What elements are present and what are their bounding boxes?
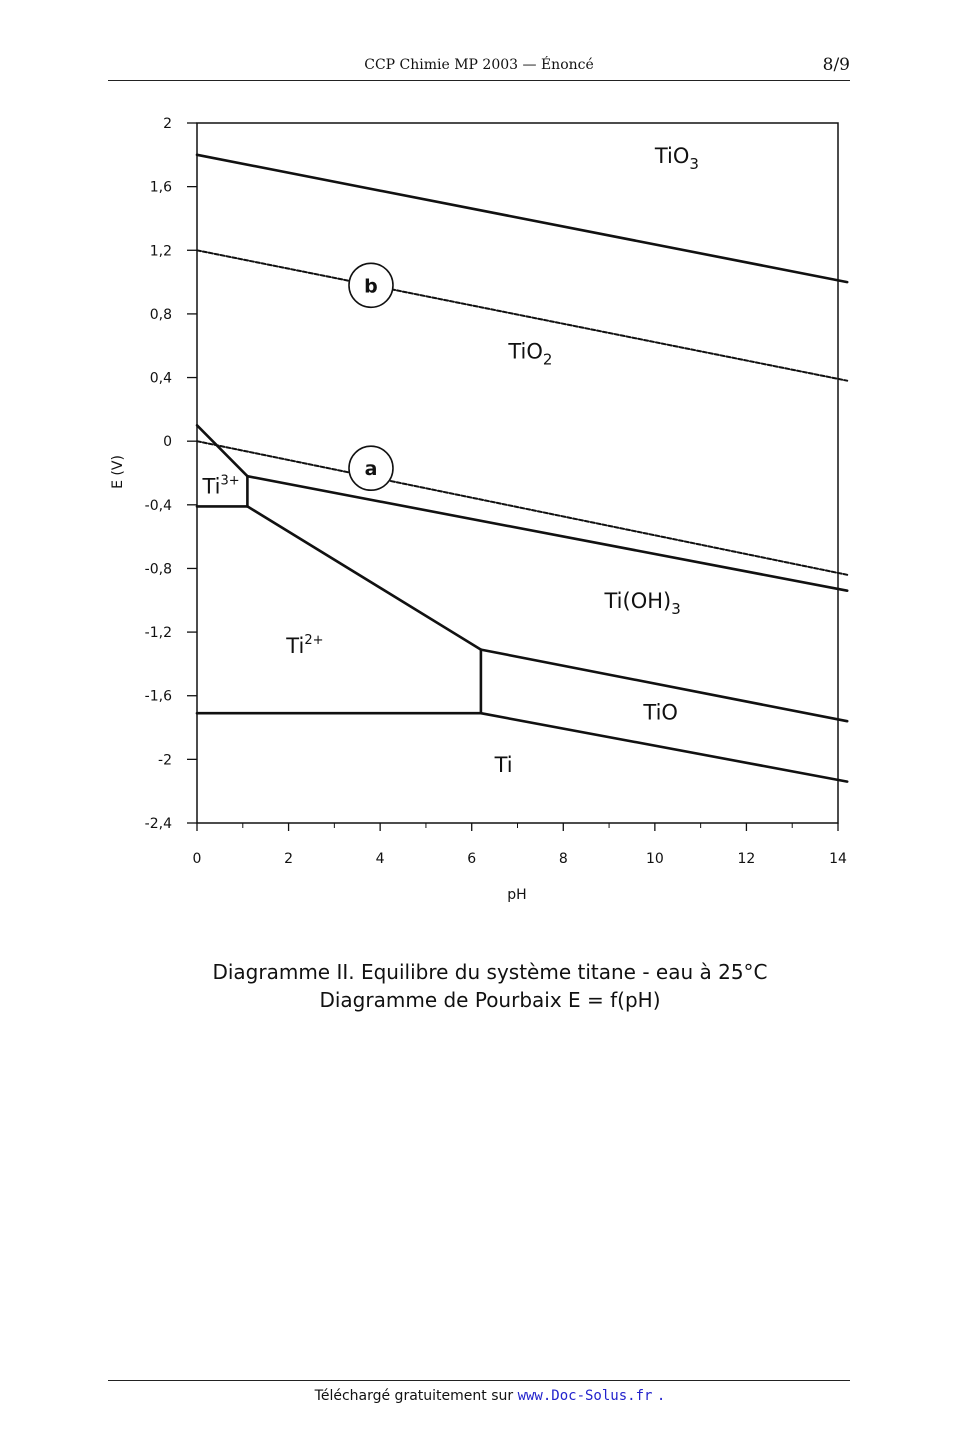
dashed-boundary-line: [197, 441, 847, 575]
annotation-label: b: [364, 275, 378, 298]
caption-line-2: Diagramme de Pourbaix E = f(pH): [319, 988, 661, 1012]
x-tick-label: 12: [737, 851, 756, 867]
page-number: 8/9: [822, 55, 850, 75]
region-label: TiO$_3$: [654, 143, 699, 173]
x-axis-label: pH: [507, 887, 527, 903]
caption-line-1: Diagramme II. Equilibre du système titane - eau à 25°C: [212, 960, 768, 984]
footer-link[interactable]: www.Doc-Solus.fr: [517, 1388, 653, 1404]
x-tick-label: 10: [645, 851, 664, 867]
x-tick-label: 14: [829, 851, 847, 867]
y-tick-label: -1,6: [144, 688, 172, 705]
footer: [0, 1388, 980, 1404]
header-title: CCP Chimie MP 2003 — Énoncé: [364, 57, 594, 73]
y-tick-label: -0,4: [144, 497, 172, 514]
x-tick-label: 2: [284, 851, 294, 867]
region-label: $Ti^{3+}$: [202, 473, 240, 499]
region-label: TiO$_2$: [508, 339, 553, 369]
y-tick-label: 0: [163, 434, 172, 451]
annotation-label: a: [364, 458, 378, 481]
footer-text: Téléchargé gratuitement sur: [314, 1388, 514, 1404]
y-tick-label: -1,2: [144, 625, 172, 642]
region-label: $Ti(OH)_3$: [604, 589, 681, 619]
y-tick-label: -2,4: [144, 816, 172, 832]
region-label: TiO: [643, 700, 678, 725]
y-tick-label: 0,8: [149, 306, 172, 323]
x-tick-label: 6: [467, 851, 477, 867]
x-tick-label: 0: [192, 851, 202, 867]
boundary-line: [247, 506, 481, 649]
footer-rule: [108, 1380, 850, 1381]
x-tick-label: 4: [375, 851, 385, 867]
y-tick-label: -0,8: [144, 561, 172, 578]
y-tick-label: 1,2: [149, 243, 172, 260]
y-tick-label: 0,4: [149, 370, 172, 387]
region-label: $Ti^{2+}$: [286, 632, 324, 658]
x-tick-label: 8: [558, 851, 568, 867]
boundary-line: [197, 155, 847, 282]
boundary-line: [247, 476, 847, 591]
footer-end: .: [656, 1388, 666, 1404]
y-axis-label: E (V): [110, 455, 126, 489]
plot-frame: [197, 123, 838, 823]
y-tick-label: -2: [158, 752, 172, 769]
y-tick-label: 2: [163, 116, 172, 132]
y-tick-label: 1,6: [149, 179, 172, 196]
region-label: Ti: [494, 753, 513, 778]
